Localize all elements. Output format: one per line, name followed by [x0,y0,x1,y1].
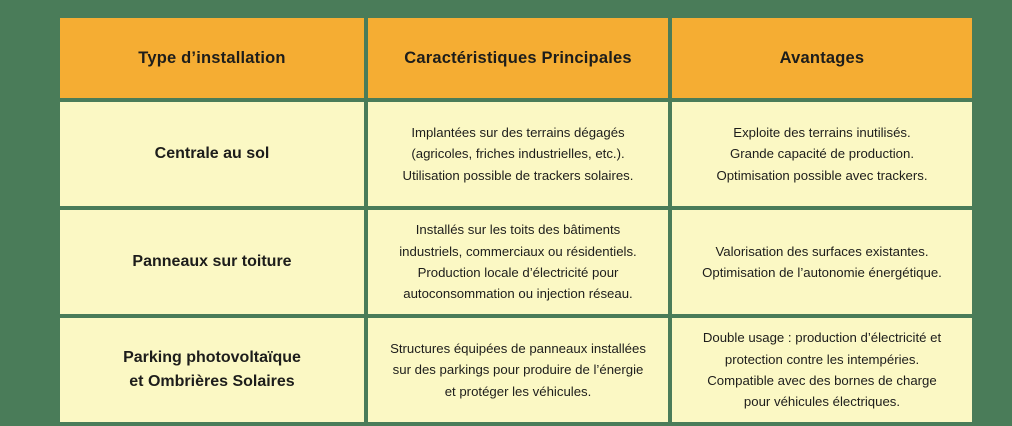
cell-caracteristiques [368,102,668,206]
column-header-avantages: Avantages [672,18,972,98]
cell-caracteristiques [368,318,668,422]
table-row [60,210,972,314]
cell-line: industriels, commerciaux ou résidentiels. [399,243,637,259]
cell-avantages [672,102,972,206]
cell-line: Panneaux sur toiture [132,253,292,270]
cell-line: Implantées sur des terrains dégagés [411,124,625,140]
cell-line: Exploite des terrains inutilisés. [733,124,911,140]
cell-line: Optimisation de l’autonomie énergétique. [702,265,942,280]
installation-types-table-container [56,14,964,416]
table-row [60,318,972,422]
cell-line: Utilisation possible de trackers solaires. [402,167,634,183]
cell-type [60,210,364,314]
cell-line: Parking photovoltaïque [123,349,301,366]
cell-line: Double usage : production d’électricité et [702,330,942,346]
table-body [60,102,972,422]
cell-line: Centrale au sol [154,145,270,162]
table-row [60,102,972,206]
table-header [60,18,972,98]
table-header-row [60,18,972,98]
cell-line: protection contre les intempéries. [724,351,920,367]
cell-line: pour véhicules électriques. [743,394,901,410]
cell-line: Grande capacité de production. [729,146,914,162]
cell-caracteristiques [368,210,668,314]
cell-line: sur des parkings pour produire de l’énergie [392,362,644,378]
installation-types-table [56,14,976,426]
cell-line: et protéger les véhicules. [444,383,592,399]
cell-line: et Ombrières Solaires [129,373,295,390]
cell-line: Installés sur les toits des bâtiments [415,222,621,238]
column-header-caracteristiques: Caractéristiques Principales [368,18,668,98]
cell-line: (agricoles, friches industrielles, etc.). [411,146,625,162]
cell-avantages [672,210,972,314]
column-header-type: Type d’installation [60,18,364,98]
cell-line: Optimisation possible avec trackers. [716,167,928,183]
cell-type [60,102,364,206]
cell-type [60,318,364,422]
cell-avantages [672,318,972,422]
cell-line: Production locale d’électricité pour [417,265,619,280]
cell-line: Compatible avec des bornes de charge [707,373,937,388]
cell-line: Structures équipées de panneaux installées [390,340,646,356]
cell-line: autoconsommation ou injection réseau. [403,286,633,302]
cell-line: Valorisation des surfaces existantes. [715,243,929,259]
